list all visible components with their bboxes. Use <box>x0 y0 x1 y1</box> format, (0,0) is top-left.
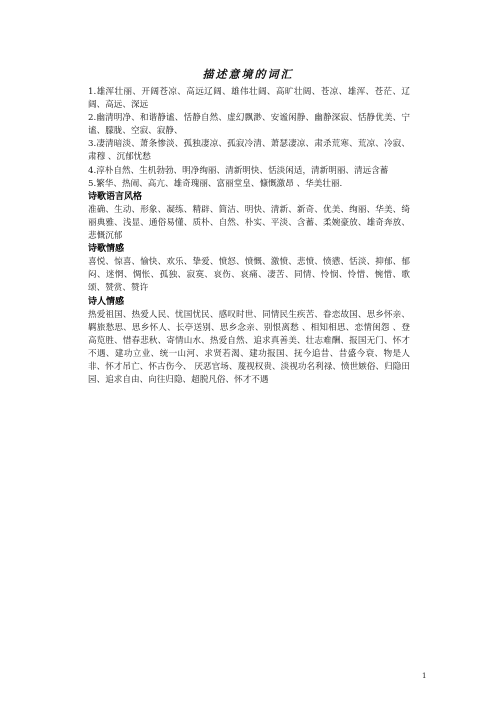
section-text-poem-emotion: 喜悦、惊喜、愉快、欢乐、挚爱、愤怒、愤慨、激愤、悲愤、愤懑、恬淡、抑郁、郁闷、迷惘、惆怅、孤独、寂寞、哀伤、哀痛、凄苦、同情、怜悯、怜惜、惋惜、歌颂、赞赏、赞许 <box>88 257 410 294</box>
document-body <box>88 86 410 387</box>
list-item: 2.幽清明净、和谐静谧、恬静自然、虚幻飘渺、安谧闲静、幽静深寂、恬静优美、宁谧、朦胧、空寂、寂静、 <box>88 113 410 137</box>
list-item: 3.凄清暗淡、萧条惨淡、孤独凄凉、孤寂冷清、萧瑟凄凉、肃杀荒寒、荒凉、冷寂、肃穆 、沉郁忧愁 <box>88 139 410 163</box>
list-item: 1.雄浑壮丽、开阔苍凉、高远辽阔、雄伟壮阔、高旷壮阔、苍凉、雄浑、苍茫、辽阔、高远、深远 <box>88 87 410 111</box>
page-number: 1 <box>422 672 427 680</box>
list-item: 4.淳朴自然、生机勃勃、明净绚丽、清新明快、恬淡闲适，清新明丽、清远含蓄 <box>88 165 389 176</box>
section-heading-poem-emotion: 诗歌情感 <box>88 244 125 255</box>
section-text-language-style: 准确、生动、形象、凝练、精辟、简洁、明快、清新、新奇、优美、绚丽、华美、绮丽典雅、浅显、通俗易懂、质朴、自然、朴实、平淡、含蓄、柔婉豪放、雄奇奔放、悲慨沉郁 <box>88 204 410 242</box>
section-heading-poet-emotion: 诗人情感 <box>88 296 125 307</box>
section-text-poet-emotion: 热爱祖国、热爱人民、忧国忧民、感叹时世、同情民生疾苦、眷恋故国、思乡怀亲、羁旅愁思、思乡怀人、长亭送别、思乡念亲、别恨离愁 、相知相思、恋情闺怨 、登高览胜、惜春悲秋、寄情山水、热爱自然、追求真善美、壮志难酬、报国无门、怀才不遇、建功立业、统一山河、求贤若渴、建功报国、抚今追昔、昔盛今衰、物是人非、怀才吊亡、怀古伤今、 厌恶官场、蔑视权贵、淡视功名利禄、愤世嫉俗、归隐田园、追求自由、向往归隐、超脱凡俗、怀才不遇 <box>88 309 410 386</box>
section-heading-language-style: 诗歌语言风格 <box>88 191 143 202</box>
document-title: 描述意境的词汇 <box>202 68 294 81</box>
list-item: 5.繁华、热闹、高亢、雄奇瑰丽、富丽堂皇、慷慨激昂 、华美壮丽. <box>88 178 343 189</box>
